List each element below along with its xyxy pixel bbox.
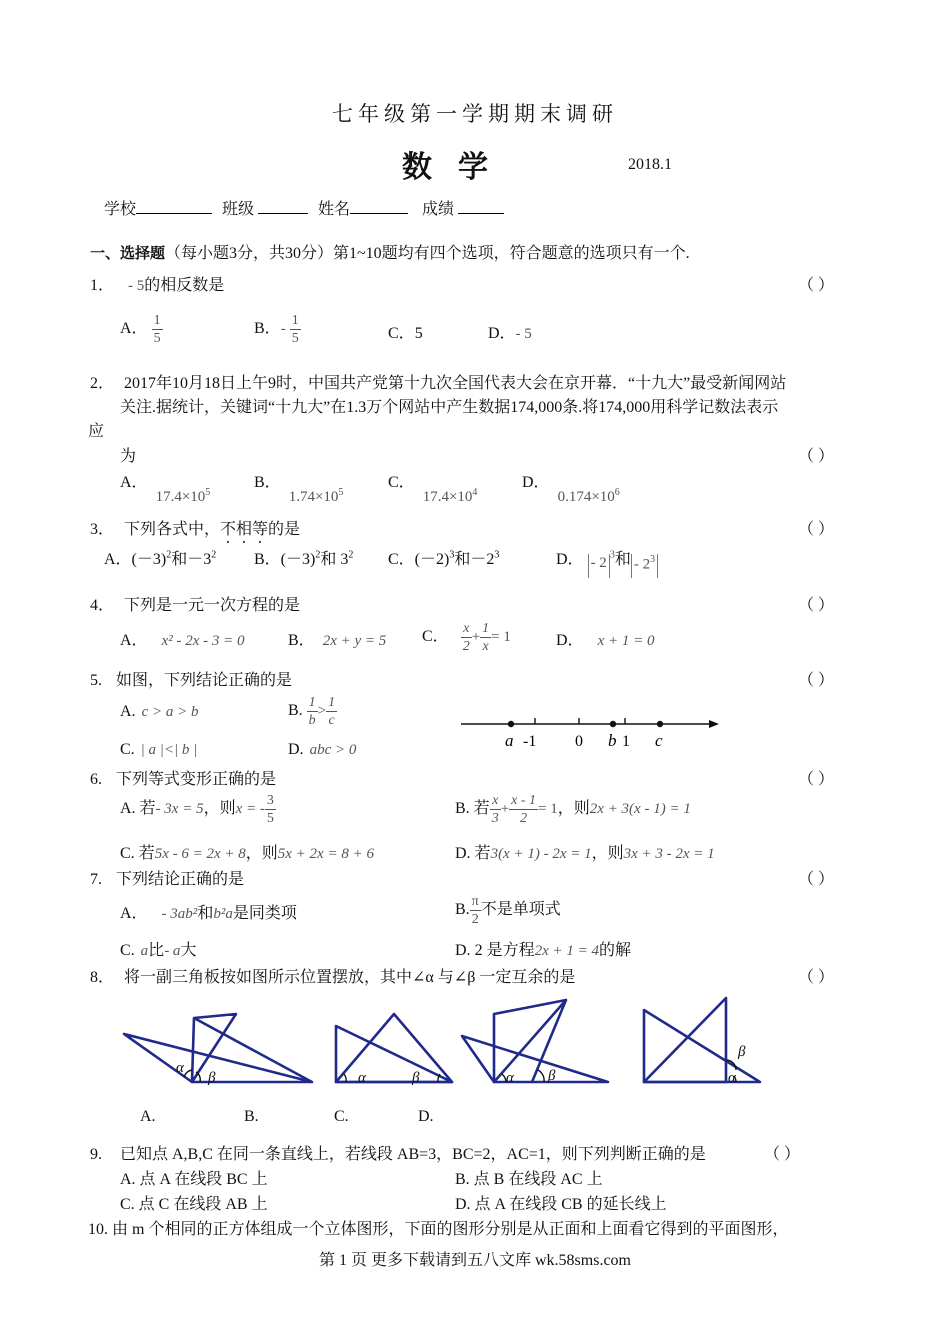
q7-stem: 7. 下列结论正确的是 <box>90 871 245 888</box>
q3-answer-paren: （ ） <box>798 521 835 538</box>
q4-stem: 4． 下列是一元一次方程的是 <box>90 597 301 614</box>
figure-a-beta: β <box>208 1070 216 1086</box>
q6-option-a: A. 若- 3x = 5，则x = - $\frac{3}{5}$ <box>120 793 274 826</box>
q6-option-c: C. 若5x - 6 = 2x + 8，则5x + 2x = 8 + 6 <box>120 845 374 862</box>
q5-answer-paren: （ ） <box>798 672 835 689</box>
figure-d-alpha: α <box>728 1070 736 1086</box>
number-line-arrow <box>709 720 719 728</box>
q9-answer-paren: （ ） <box>764 1146 801 1163</box>
q6-option-b: B. 若 $\frac{x}{3}$ + $\frac{x - 1}{2}$ = 1，则2x + 3(x - 1) = 1 <box>455 793 691 826</box>
figure-a-alpha: α <box>176 1060 184 1076</box>
q5-stem: 5. 如图，下列结论正确的是 <box>90 672 293 689</box>
page-title: 七年级第一学期期末调研 <box>332 102 618 126</box>
q2-answer-paren: （ ） <box>798 448 835 465</box>
figure-b-beta: β <box>412 1070 420 1086</box>
q2-option-b: B．$1.74\times 10^5$ <box>254 474 344 505</box>
q4-option-a: A． x² - 2x - 3 = 0 <box>120 632 245 649</box>
q9-option-c: C. 点 C 在线段 AB 上 <box>120 1196 268 1213</box>
q1-stem: 1． - 5的相反数是 <box>90 277 225 294</box>
q4-option-c: C． $\frac{x}{2}$ + $\frac{1}{x}$ = 1 <box>422 621 511 654</box>
figure-b <box>336 1014 452 1082</box>
q8-stem: 8． 将一副三角板按如图所示位置摆放，其中∠α 与∠β 一定互余的是 <box>90 969 576 986</box>
point-c <box>657 721 663 727</box>
figure-c-beta: β <box>548 1068 556 1084</box>
q9-option-b: B. 点 B 在线段 AC 上 <box>455 1171 603 1188</box>
score-field: 成绩 <box>422 196 504 219</box>
q2-option-a: A．$17.4\times 10^5$ <box>120 474 211 505</box>
exam-date: 2018.1 <box>628 156 672 173</box>
q5-option-d: D. abc > 0 <box>288 741 357 758</box>
page-footer: 第 1 页 更多下载请到五八文库 wk.58sms.com <box>318 1252 631 1269</box>
q3-option-d: D． - $2^3$和 - $2^3$ <box>556 546 658 572</box>
figure-c-alpha: α <box>506 1070 514 1086</box>
q3-option-b: B．$(-3)^2$和 $3^2$ <box>254 549 354 568</box>
school-field: 学校 <box>104 196 212 219</box>
q3-option-c: C．$(-2)^3$和$-2^3$ <box>388 549 500 568</box>
figure-b-triangle-2 <box>336 1014 452 1082</box>
figure-d <box>644 998 760 1082</box>
q6-stem: 6. 下列等式变形正确的是 <box>90 771 277 788</box>
q5-number-line <box>455 712 725 752</box>
q3-stem: 3． 下列各式中，不相等的是 <box>90 521 301 538</box>
q2-option-d: D．$0.174\times 10^6$ <box>522 474 620 505</box>
q6-answer-paren: （ ） <box>798 771 835 788</box>
figure-b-alpha: α <box>358 1070 366 1086</box>
q10-stem: 10. 由 m 个相同的正方体组成一个立体图形，下面的图形分别是从正面和上面看它得到的平面图形， <box>88 1221 789 1238</box>
q2-stem-line2: 关注.据统计，关键词“十九大”在1.3万个网站中产生数据174,000条.将174,000用科学记数法表示 <box>120 399 779 416</box>
figure-d-triangle-2 <box>644 998 726 1082</box>
q5-option-b: B. $\frac{1}{b}$ > $\frac{1}{c}$ <box>288 695 336 728</box>
q2-stem-line1: 2． 2017年10月18日上午9时，中国共产党第十九次全国代表大会在京开幕．“十九大”最受新闻网站 <box>90 375 787 392</box>
q8-figures <box>0 990 950 1100</box>
q1-answer-paren: （ ） <box>798 277 835 294</box>
q7-answer-paren: （ ） <box>798 871 835 888</box>
label-minus-one: -1 <box>523 733 537 750</box>
q2-stem-line4: 为 <box>120 448 137 465</box>
q7-option-c: C. a比- a大 <box>120 942 197 959</box>
point-b <box>610 721 616 727</box>
q2-stem-line3: 应 <box>88 423 105 440</box>
q1-option-b: B．- $\frac{1}{5}$ <box>254 313 299 346</box>
q3-option-a: A．$(-3)^2$和$-3^2$ <box>104 549 217 568</box>
q8-label-c: C. <box>334 1108 349 1125</box>
label-one: 1 <box>622 733 630 750</box>
q5-option-a: A. c > a > b <box>120 703 199 720</box>
q1-option-d: D．- 5 <box>488 325 532 342</box>
figure-d-beta: β <box>738 1044 746 1060</box>
q8-answer-paren: （ ） <box>798 969 835 986</box>
q9-option-a: A. 点 A 在线段 BC 上 <box>120 1171 268 1188</box>
name-field: 姓名 <box>318 196 408 219</box>
class-field: 班级 <box>222 196 308 219</box>
section-heading: 一、选择题（每小题3分，共30分）第1~10题均有四个选项，符合题意的选项只有一个. <box>90 244 690 262</box>
q1-option-a: A． $\frac{1}{5}$ <box>120 313 161 346</box>
q2-option-c: C．$17.4\times 10^4$ <box>388 474 478 505</box>
q8-label-d: D. <box>418 1108 434 1125</box>
q6-option-d: D. 若3(x + 1) - 2x = 1，则3x + 3 - 2x = 1 <box>455 845 715 862</box>
q4-answer-paren: （ ） <box>798 597 835 614</box>
q8-label-a: A. <box>140 1108 156 1125</box>
label-a: a <box>505 731 514 750</box>
q4-option-d: D． x + 1 = 0 <box>556 632 655 649</box>
q4-option-b: B． 2x + y = 5 <box>288 632 387 649</box>
figure-b-triangle-1 <box>336 1026 452 1082</box>
figure-c <box>462 1000 608 1082</box>
q9-stem: 9. 已知点 A,B,C 在同一条直线上，若线段 AB=3，BC=2，AC=1，则下列判断正确的是 <box>90 1146 706 1163</box>
q7-option-b: B. $\frac{\pi}{2}$ 不是单项式 <box>455 894 561 927</box>
q7-option-d: D. 2 是方程2x + 1 = 4的解 <box>455 942 631 959</box>
label-zero: 0 <box>575 733 583 750</box>
subject-title: 数学 <box>402 150 514 185</box>
q8-label-b: B. <box>244 1108 259 1125</box>
q5-option-c: C. | a |<| b | <box>120 741 198 758</box>
figure-c-arc-beta <box>538 1070 544 1082</box>
q9-option-d: D. 点 A 在线段 CB 的延长线上 <box>455 1196 667 1213</box>
point-a <box>508 721 514 727</box>
label-c: c <box>655 731 663 750</box>
q1-option-c: C．5 <box>388 325 423 342</box>
figure-a <box>124 1014 312 1082</box>
q7-option-a: A． - 3ab²和b²a是同类项 <box>120 905 297 922</box>
label-b: b <box>608 731 617 750</box>
